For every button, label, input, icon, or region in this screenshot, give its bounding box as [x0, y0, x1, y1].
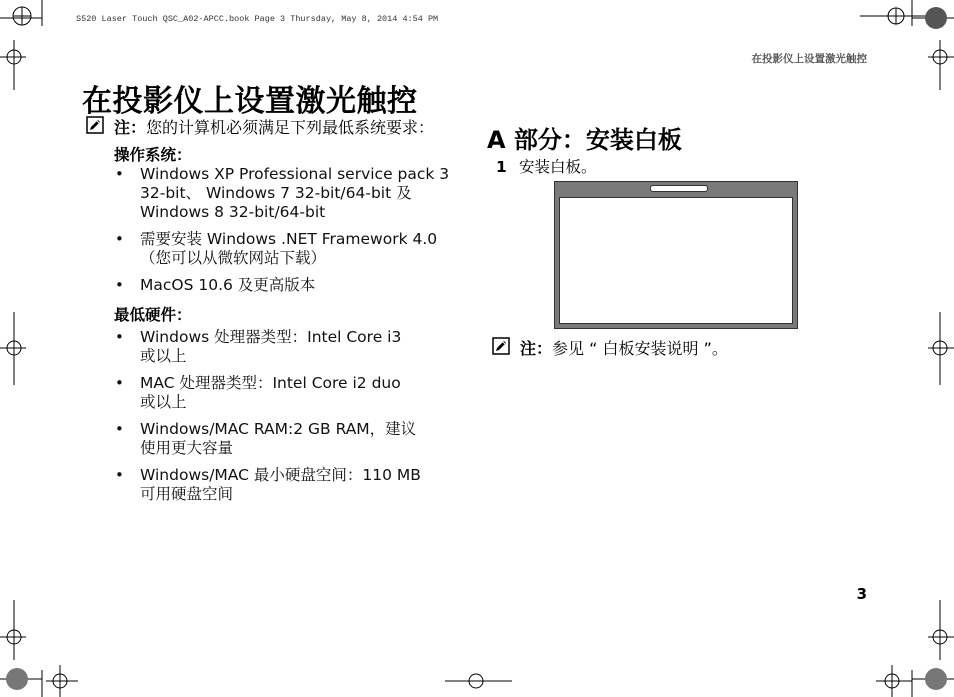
step-1	[496, 155, 597, 177]
note-text: 参见 “ 白板安装说明 ”。	[552, 339, 728, 358]
hardware-heading: 最低硬件：	[114, 306, 192, 324]
list-item: • Windows/MAC 最小硬盘空间：110 MB 可用硬盘空间	[114, 466, 464, 504]
whiteboard-tray	[650, 185, 708, 192]
whiteboard-surface	[559, 197, 793, 324]
step-number: 1	[496, 158, 507, 176]
os-list	[114, 165, 464, 295]
note-label: 注：	[520, 339, 553, 358]
list-item: • Windows XP Professional service pack 3 32-bit、 Windows 7 32-bit/64-bit 及 Windows 8 32-bit/64-bit	[114, 165, 464, 222]
page-number: 3	[856, 585, 867, 603]
list-item: • MAC 处理器类型：Intel Core i2 duo 或以上	[114, 374, 464, 412]
hardware-list	[114, 328, 464, 504]
note-pencil-icon	[86, 116, 104, 134]
system-requirements-note	[86, 115, 434, 138]
running-header: 在投影仪上设置激光触控	[751, 53, 867, 65]
os-heading: 操作系统：	[114, 146, 192, 164]
step-text: 安装白板。	[519, 158, 597, 176]
list-item: • MacOS 10.6 及更高版本	[114, 276, 464, 295]
list-item: • 需要安装 Windows .NET Framework 4.0 （您可以从微软网站下载）	[114, 230, 464, 268]
note-pencil-icon	[492, 337, 510, 355]
page-title: 在投影仪上设置激光触控	[82, 84, 418, 119]
print-slug: S520 Laser Touch QSC_A02-APCC.book Page 3 Thursday, May 8, 2014 4:54 PM	[76, 14, 439, 24]
list-item: • Windows 处理器类型：Intel Core i3 或以上	[114, 328, 464, 366]
section-heading: A 部分：安装白板	[487, 126, 682, 154]
note-text: 您的计算机必须满足下列最低系统要求：	[146, 118, 435, 137]
note-label: 注：	[114, 118, 147, 137]
list-item: • Windows/MAC RAM:2 GB RAM，建议 使用更大容量	[114, 420, 464, 458]
whiteboard-illustration	[554, 181, 798, 329]
installation-note	[492, 336, 728, 359]
